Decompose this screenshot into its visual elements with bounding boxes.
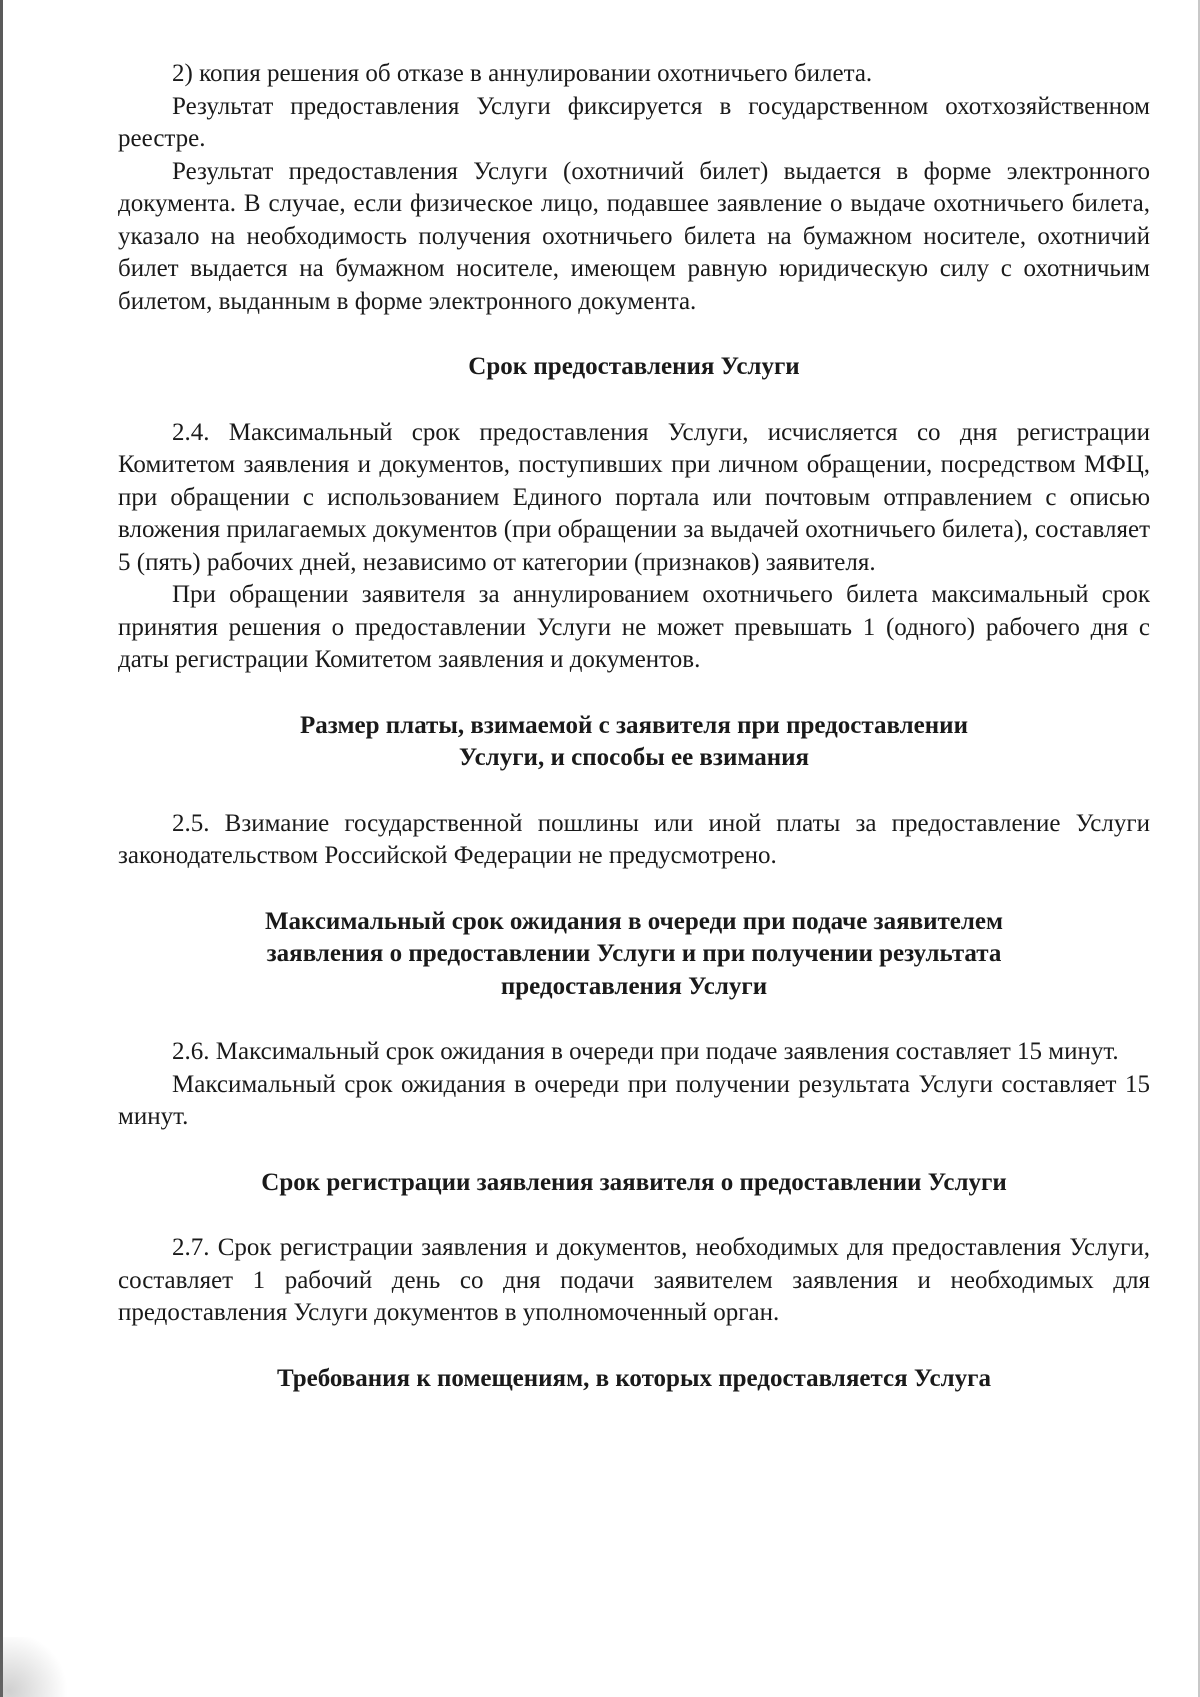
spacer (118, 1199, 1150, 1232)
paragraph-2-5: 2.5. Взимание государственной пошлины или иной платы за предоставление Услуги законодательством Российской Федерации не предусмотрено. (118, 809, 1150, 869)
spacer (118, 1003, 1150, 1036)
heading-fee-line-2: Услуги, и способы ее взимания (458, 744, 810, 771)
paragraph-result-registry: Результат предоставления Услуги фиксируется в государственном охотхозяйственном реестре. (118, 92, 1150, 152)
document-body (118, 58, 1150, 1395)
spacer (118, 775, 1150, 808)
scan-noise (0, 1637, 90, 1697)
spacer (118, 873, 1150, 906)
scan-left-edge (0, 0, 3, 1697)
paragraph-2-4: 2.4. Максимальный срок предоставления Услуги, исчисляется со дня регистрации Комитетом заявления и документов, поступивших при личном обращении, посредством МФЦ, при обращении с использованием Единого портала или почтовым отправлением с описью вложения прилагаемых документов (при обращении за выдачей охотничьего билета), составляет 5 (пять) рабочих дней, независимо от категории (признаков) заявителя. (118, 418, 1150, 576)
heading-registration-term: Срок регистрации заявления заявителя о предоставлении Услуги (261, 1168, 1007, 1196)
paragraph-annulment-term: При обращении заявителя за аннулированием охотничьего билета максимальный срок принятия решения о предоставлении Услуги не может превышать 1 (одного) рабочего дня с даты регистрации Комитетом заявления и документов. (118, 581, 1150, 673)
paragraph-refusal-copy: 2) копия решения об отказе в аннулировании охотничьего билета. (172, 60, 873, 87)
spacer (118, 677, 1150, 710)
spacer (118, 318, 1150, 351)
heading-queue-line-1: Максимальный срок ожидания в очереди при подаче заявителем (264, 907, 1004, 935)
heading-service-term: Срок предоставления Услуги (468, 353, 800, 380)
spacer (118, 1330, 1150, 1363)
heading-queue-line-2: заявления о предоставлении Услуги и при получении результата (266, 940, 1002, 967)
heading-queue-line-3: предоставления Услуги (500, 972, 768, 1000)
spacer (118, 1134, 1150, 1167)
paragraph-result-electronic: Результат предоставления Услуги (охотничий билет) выдается в форме электронного документа. В случае, если физическое лицо, подавшее заявление о выдаче охотничьего билета, указало на необходимость получения охотничьего билета на бумажном носителе, охотничий билет выдается на бумажном носителе, имеющем равную юридическую силу с охотничьим билетом, выданным в форме электронного документа. (118, 157, 1150, 315)
heading-fee-line-1: Размер платы, взимаемой с заявителя при предоставлении (300, 711, 968, 739)
paragraph-queue-result: Максимальный срок ожидания в очереди при получении результата Услуги составляет 15 минут. (118, 1070, 1150, 1130)
spacer (118, 384, 1150, 417)
paragraph-2-7: 2.7. Срок регистрации заявления и документов, необходимых для предоставления Услуги, составляет 1 рабочий день со дня подачи заявителем заявления и необходимых для предоставления Услуги документов в уполномоченный орган. (118, 1234, 1150, 1326)
heading-premises-requirements: Требования к помещениям, в которых предоставляется Услуга (276, 1364, 992, 1392)
paragraph-2-6: 2.6. Максимальный срок ожидания в очереди при подаче заявления составляет 15 минут. (172, 1038, 1119, 1065)
